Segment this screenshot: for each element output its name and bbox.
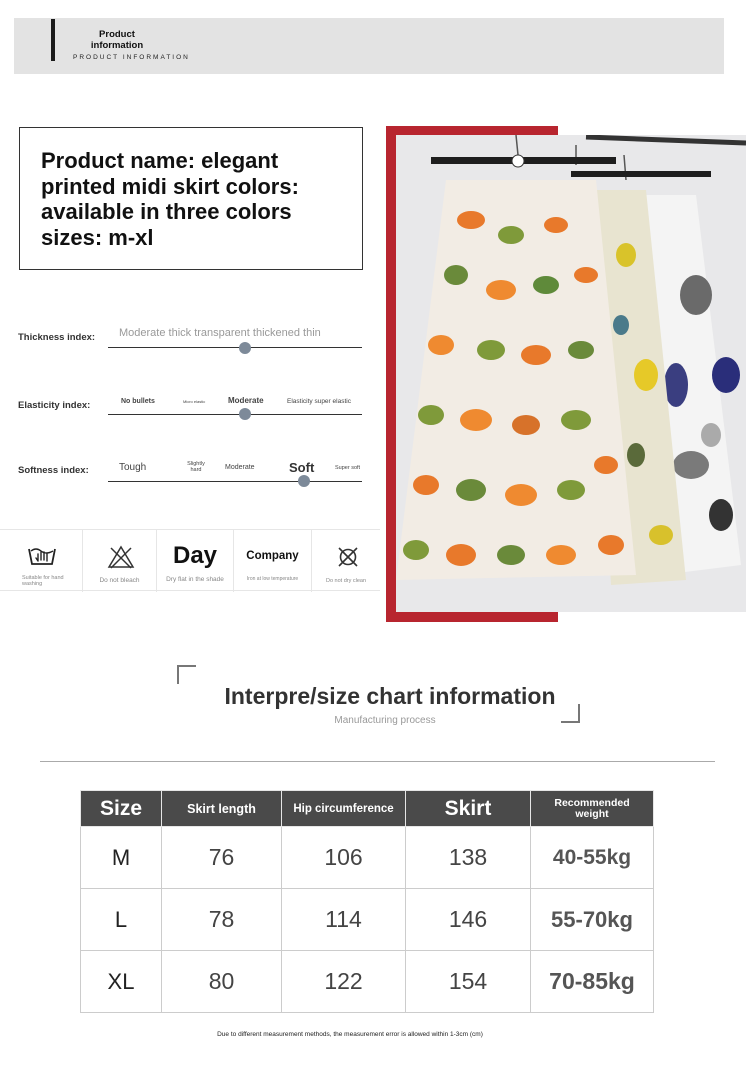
size-chart-table <box>80 790 654 1013</box>
cell-skirt: 138 <box>406 827 531 889</box>
softness-level-dot <box>298 475 310 487</box>
care-hand-wash <box>0 530 83 592</box>
header-skirt-length: Skirt length <box>162 791 282 827</box>
title-corner-top-left <box>177 665 196 684</box>
cell-weight: 70-85kg <box>531 951 654 1013</box>
header-accent-bar <box>51 19 55 61</box>
care-caption: Do not dry clean <box>325 578 367 584</box>
elasticity-option: Moderate <box>228 396 264 405</box>
care-caption: Iron at low temperature <box>246 576 299 582</box>
cell-hip: 122 <box>282 951 406 1013</box>
cell-size: M <box>81 827 162 889</box>
care-caption: Suitable for hand washing <box>22 575 64 587</box>
softness-option: Tough <box>119 462 147 473</box>
softness-index-label: Softness index: <box>18 465 89 476</box>
elasticity-level-dot <box>239 408 251 420</box>
care-caption: Do not bleach <box>99 577 140 584</box>
header-bar <box>14 18 724 74</box>
title-corner-bottom-right <box>561 704 580 723</box>
elasticity-option: Micro elastic <box>183 399 206 404</box>
cell-skirt: 154 <box>406 951 531 1013</box>
iron-low-icon: Company <box>246 550 299 562</box>
elasticity-track <box>108 414 362 415</box>
cell-weight: 55-70kg <box>531 889 654 951</box>
product-name-box <box>19 127 363 270</box>
cell-skirt-length: 80 <box>162 951 282 1013</box>
softness-option: Super soft <box>335 465 361 471</box>
care-dry-flat <box>157 530 234 592</box>
header-size: Size <box>81 791 162 827</box>
table-row <box>81 889 654 951</box>
dry-flat-icon: Day <box>172 542 218 569</box>
care-caption: Dry flat in the shade <box>166 576 224 583</box>
softness-track <box>108 481 362 482</box>
elasticity-index-label: Elasticity index: <box>18 400 91 411</box>
care-no-dry-clean <box>312 530 380 592</box>
thickness-index-label: Thickness index: <box>18 332 96 343</box>
table-row <box>81 827 654 889</box>
table-row <box>81 951 654 1013</box>
measurement-footnote: Due to different measurement methods, the measurement error is allowed within 1-3cm (cm) <box>217 1031 483 1038</box>
product-photo <box>396 135 746 612</box>
section-title: Interpre/size chart information <box>224 683 556 709</box>
header-skirt: Skirt <box>406 791 531 827</box>
thickness-track <box>108 347 362 348</box>
thickness-level-dot <box>239 342 251 354</box>
softness-option: Soft <box>289 460 315 475</box>
cell-hip: 114 <box>282 889 406 951</box>
table-header-row <box>81 791 654 827</box>
section-subtitle: Manufacturing process <box>334 715 436 726</box>
cell-size: XL <box>81 951 162 1013</box>
no-dry-clean-icon <box>336 545 360 569</box>
care-no-bleach <box>83 530 157 592</box>
softness-option: Slightly hard <box>187 461 205 473</box>
care-instructions-row <box>0 529 380 591</box>
care-iron-low <box>234 530 312 592</box>
hand-wash-icon <box>27 543 57 567</box>
thickness-scale-text: Moderate thick transparent thickened thin <box>119 327 321 339</box>
product-name-line: sizes: m-xl <box>41 224 154 250</box>
elasticity-option: No bullets <box>121 398 155 405</box>
cell-hip: 106 <box>282 827 406 889</box>
section-divider <box>40 761 715 762</box>
product-name-line: available in three colors <box>41 199 292 224</box>
header-title: Product information <box>90 29 144 51</box>
cell-skirt-length: 78 <box>162 889 282 951</box>
softness-option: Moderate <box>225 464 255 471</box>
header-hip-circumference: Hip circumference <box>282 791 406 827</box>
product-name-line: Product name: elegant <box>41 148 279 173</box>
cell-weight: 40-55kg <box>531 827 654 889</box>
no-bleach-icon <box>107 545 135 569</box>
product-name-line: printed midi skirt colors: <box>41 173 299 199</box>
skirts-illustration <box>396 135 746 612</box>
elasticity-option: Elasticity super elastic <box>287 398 351 405</box>
cell-size: L <box>81 889 162 951</box>
header-subtitle: PRODUCT INFORMATION <box>73 54 190 61</box>
cell-skirt: 146 <box>406 889 531 951</box>
header-recommended-weight: Recommended weight <box>531 791 654 827</box>
cell-skirt-length: 76 <box>162 827 282 889</box>
